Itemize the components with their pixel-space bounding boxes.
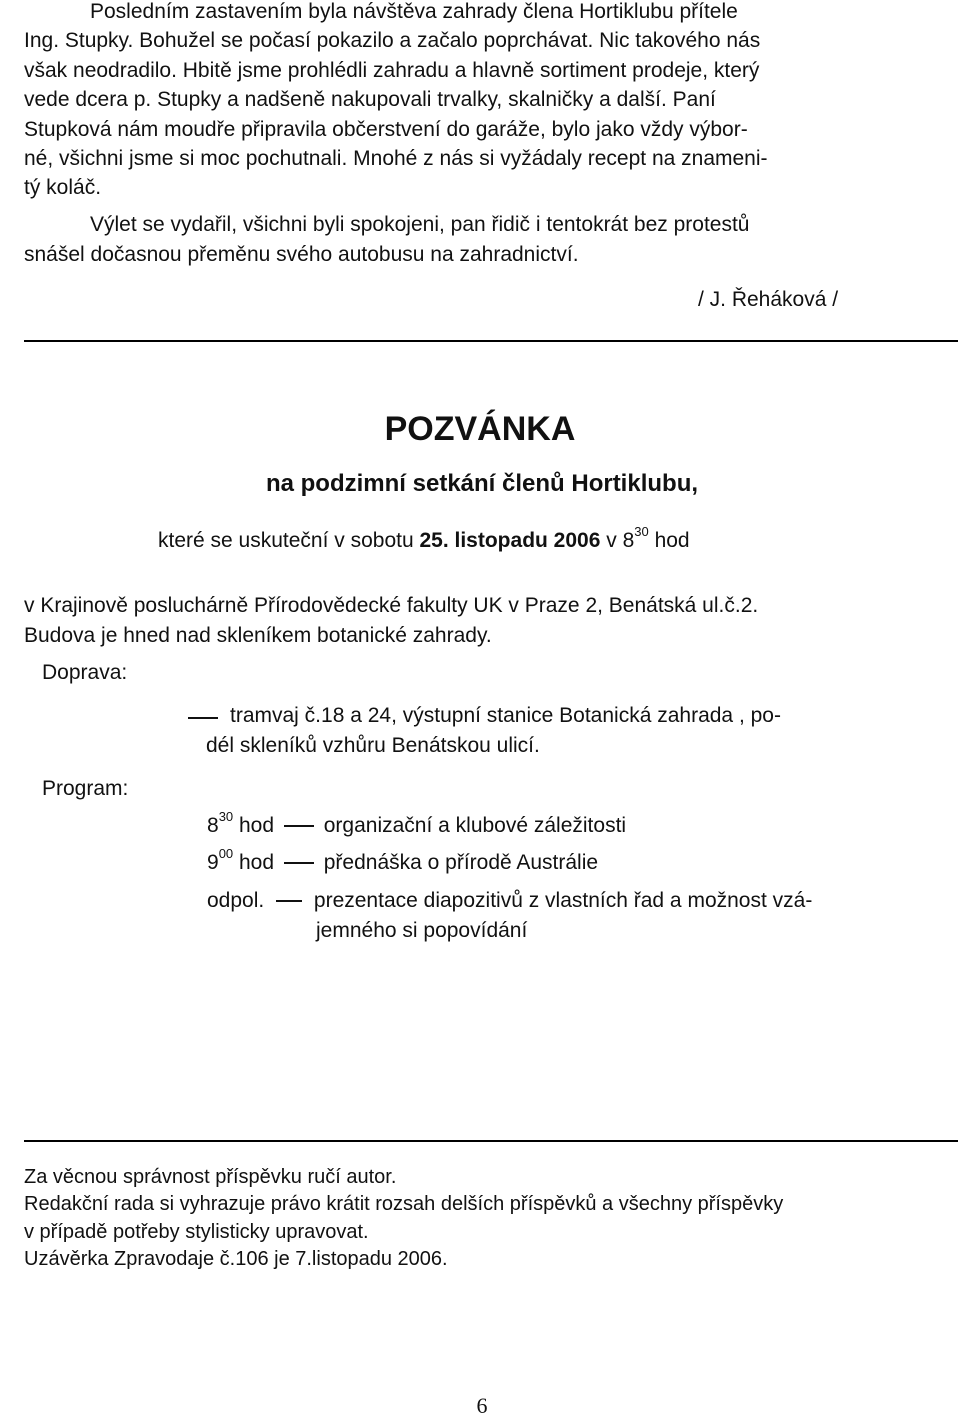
article-line: tý koláč. <box>24 176 102 199</box>
program-sup: 00 <box>218 846 234 861</box>
program-hour: odpol. <box>207 889 265 912</box>
signature: / J. Řeháková / <box>698 288 839 311</box>
invitation-subtitle: na podzimní setkání členů Hortiklubu, <box>265 470 699 497</box>
date-bold: 25. listopadu 2006 <box>419 529 601 552</box>
invitation-date <box>158 524 690 553</box>
divider-bottom <box>24 1140 958 1142</box>
program-item <box>207 846 599 875</box>
program-item <box>207 809 627 838</box>
article-line: Ing. Stupky. Bohužel se počasí pokazilo a začalo poprchávat. Nic takového nás <box>24 29 761 52</box>
program-item <box>207 889 812 913</box>
footer-line: Uzávěrka Zpravodaje č.106 je 7.listopadu 2006. <box>24 1248 448 1270</box>
location-line-2: Budova je hned nad skleníkem botanické zahrady. <box>24 624 492 647</box>
date-prefix: které se uskuteční v sobotu <box>158 529 414 552</box>
time-prefix: v 8 <box>606 529 635 552</box>
program-desc: přednáška o přírodě Austrálie <box>323 851 599 874</box>
divider-top <box>24 340 958 342</box>
transport-line-1: tramvaj č.18 a 24, výstupní stanice Botanická zahrada , po- <box>230 704 781 727</box>
footer-line: Redakční rada si vyhrazuje právo krátit rozsah delších příspěvků a všechny příspěvky <box>24 1193 784 1215</box>
location-line-1: v Krajinově posluchárně Přírodovědecké fakulty UK v Praze 2, Benátská ul.č.2. <box>24 594 759 617</box>
article-line: Posledním zastavením byla návštěva zahrady člena Hortiklubu přítele <box>90 0 738 23</box>
invitation-title: POZVÁNKA <box>384 410 576 448</box>
transport-label: Doprava: <box>42 661 128 684</box>
program-desc: prezentace diapozitivů z vlastních řad a možnost vzá- <box>313 889 813 912</box>
program-desc: organizační a klubové záležitosti <box>323 814 627 837</box>
dash-icon <box>284 862 314 864</box>
article-line: však neodradilo. Hbitě jsme prohlédli zahradu a hlavně sortiment prodeje, který <box>24 59 760 82</box>
article-line: Stupková nám moudře připravila občerstvení do garáže, bylo jako vždy výbor- <box>24 118 748 141</box>
program-hod: hod <box>239 851 275 874</box>
time-sup: 30 <box>634 524 649 539</box>
dash-icon <box>188 717 218 719</box>
article-line: né, všichni jsme si moc pochutnali. Mnohé z nás si vyžádaly recept na znameni- <box>24 147 768 170</box>
program-hod: hod <box>239 814 275 837</box>
transport-line-2: dél skleníků vzhůru Benátskou ulicí. <box>206 734 540 757</box>
article-line: Výlet se vydařil, všichni byli spokojeni, pan řidič i tentokrát bez protestů <box>90 213 750 236</box>
program-desc-continued: jemného si popovídání <box>316 919 528 942</box>
footer-line: Za věcnou správnost příspěvku ručí autor. <box>24 1166 397 1188</box>
program-hour: 8 <box>207 814 219 837</box>
dash-icon <box>284 825 314 827</box>
program-sup: 30 <box>218 809 234 824</box>
footer-line: v případě potřeby stylisticky upravovat. <box>24 1221 369 1243</box>
dash-icon <box>276 900 302 902</box>
time-suffix: hod <box>654 529 690 552</box>
article-line: vede dcera p. Stupky a nadšeně nakupovali trvalky, skalničky a další. Paní <box>24 88 716 111</box>
program-hour: 9 <box>207 851 219 874</box>
page-number: 6 <box>476 1393 488 1418</box>
article-line: snášel dočasnou přeměnu svého autobusu na zahradnictví. <box>24 243 579 266</box>
program-label: Program: <box>42 777 129 800</box>
